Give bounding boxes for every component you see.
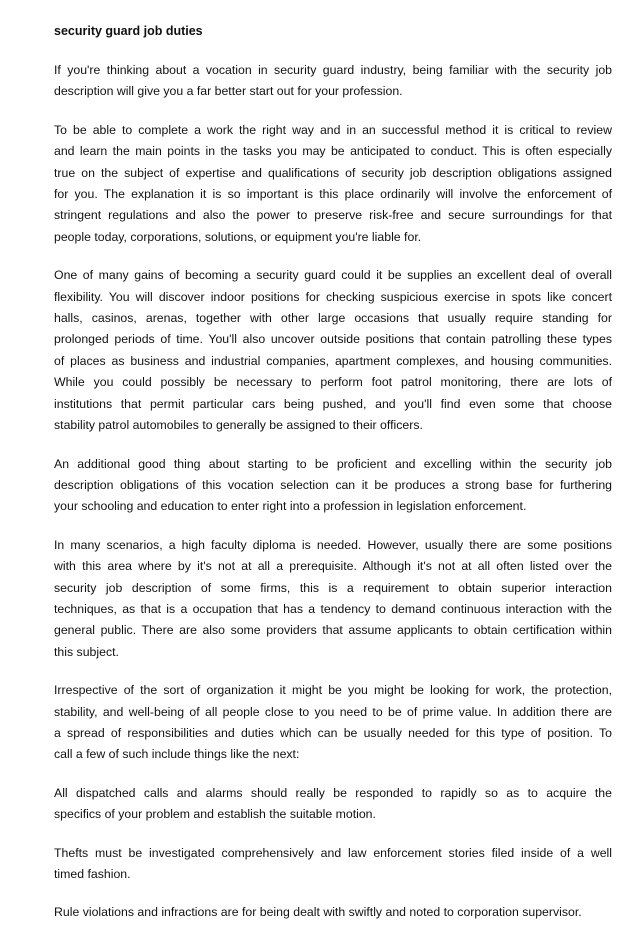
paragraph — [54, 902, 612, 923]
document-page — [54, 22, 612, 941]
paragraph-line: Rule violations and infractions are for being dealt with swiftly and noted to corporation supervisor. — [54, 905, 582, 920]
paragraph-line: specifics of your problem and establish the suitable motion. — [54, 807, 376, 822]
paragraph-line: techniques, as that is a occupation that has a tendency to demand continuous interaction with the — [54, 601, 612, 616]
paragraph-line: for you. The explanation it is so important is this place ordinarily will involve the enforcement of — [54, 187, 612, 202]
paragraph — [54, 454, 612, 518]
document-title: security guard job duties — [54, 24, 203, 38]
paragraph-line: call a few of such include things like the next: — [54, 747, 300, 762]
paragraph-line: true on the subject of expertise and qualifications of security job description obligations assigned — [54, 165, 612, 180]
paragraph-line: While you could possibly be necessary to perform foot patrol monitoring, there are lots of — [54, 375, 612, 390]
paragraph-line: of places as business and industrial companies, apartment complexes, and housing communities. — [54, 353, 612, 368]
paragraph-line: description will give you a far better start out for your profession. — [54, 84, 403, 99]
paragraph-line: people today, corporations, solutions, or equipment you're liable for. — [54, 229, 422, 244]
paragraph — [54, 120, 612, 248]
paragraph-line: One of many gains of becoming a security guard could it be supplies an excellent deal of overall — [54, 268, 612, 283]
paragraph-line: this subject. — [54, 644, 119, 659]
document-body — [54, 60, 612, 924]
paragraph-line: In many scenarios, a high faculty diploma is needed. However, usually there are some positions — [54, 537, 612, 552]
paragraph-line: prolonged periods of time. You'll also uncover outside positions that contain patrolling these types — [54, 332, 612, 347]
paragraph-line: An additional good thing about starting to be proficient and excelling within the security job — [54, 456, 612, 471]
paragraph — [54, 843, 612, 886]
paragraph-line: halls, casinos, arenas, together with other large occasions that usually require standing for — [54, 311, 612, 326]
paragraph — [54, 680, 612, 766]
paragraph — [54, 265, 612, 436]
paragraph-line: security job description of some firms, this is a requirement to obtain superior interaction — [54, 580, 612, 595]
paragraph-line: stability patrol automobiles to generally be assigned to their officers. — [54, 418, 423, 433]
paragraph-line: stringent regulations and also the power to preserve risk-free and secure surroundings for that — [54, 208, 612, 223]
paragraph-line: All dispatched calls and alarms should really be responded to rapidly so as to acquire the — [54, 785, 612, 800]
paragraph — [54, 535, 612, 663]
paragraph-line: Irrespective of the sort of organization it might be you might be looking for work, the protection, — [54, 683, 612, 698]
paragraph-line: institutions that permit particular cars being pushed, and you'll find even some that choose — [54, 396, 612, 411]
paragraph-line: Thefts must be investigated comprehensively and law enforcement stories filed inside of a well — [54, 845, 612, 860]
paragraph-line: with this area where by it's not at all a prerequisite. Although it's not at all often listed over the — [54, 559, 612, 574]
paragraph-line: a spread of responsibilities and duties which can be usually needed for this type of position. To — [54, 725, 612, 740]
paragraph-line: description obligations of this vocation selection can it be produces a strong base for furthering — [54, 477, 612, 492]
paragraph-line: stability, and well-being of all people close to you need to be of prime value. In addition there are — [54, 704, 612, 719]
paragraph-line: timed fashion. — [54, 867, 131, 881]
paragraph-line: To be able to complete a work the right way and in an successful method it is critical to review — [54, 122, 612, 137]
paragraph-line: your schooling and education to enter right into a profession in legislation enforcement. — [54, 499, 527, 514]
paragraph — [54, 783, 612, 826]
paragraph-line: If you're thinking about a vocation in security guard industry, being familiar with the security job — [54, 63, 612, 77]
paragraph — [54, 60, 612, 103]
paragraph-line: flexibility. You will discover indoor positions for checking suspicious exercise in spots like concert — [54, 289, 612, 304]
paragraph-line: general public. There are also some providers that assume applicants to obtain certification within — [54, 623, 612, 638]
paragraph-line: and learn the main points in the tasks you may be anticipated to conduct. This is often especially — [54, 144, 612, 159]
